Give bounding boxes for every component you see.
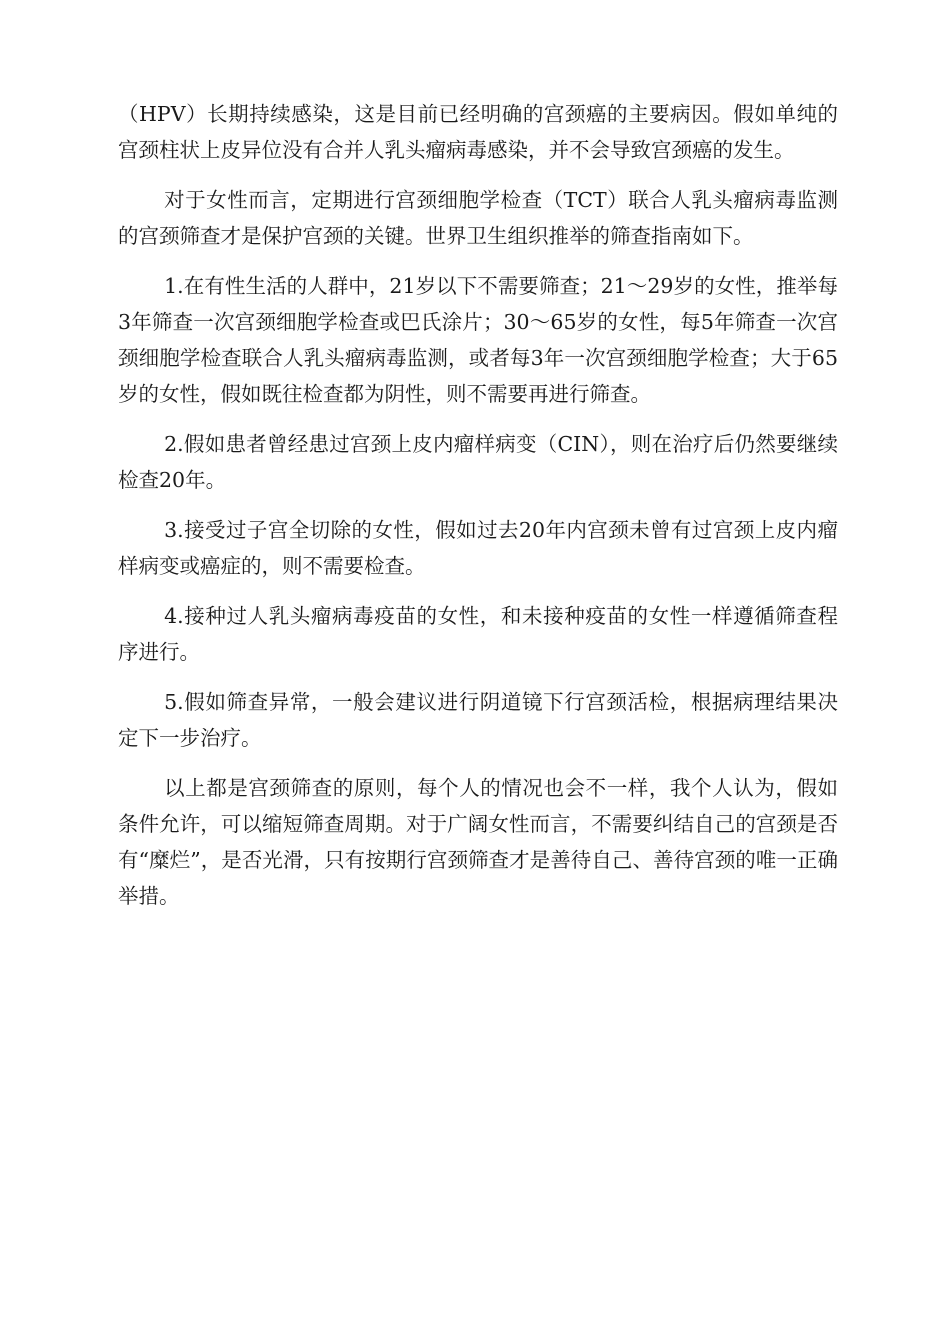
paragraph-hpv-cause: （HPV）长期持续感染，这是目前已经明确的宫颈癌的主要病因。假如单纯的宫颈柱状上皮异位没有合并人乳头瘤病毒感染，并不会导致宫颈癌的发生。	[118, 102, 838, 162]
document-body	[118, 96, 838, 928]
paragraph-guideline-3: 3.接受过子宫全切除的女性，假如过去20年内宫颈未曾有过宫颈上皮内瘤样病变或癌症的，则不需要检查。	[118, 518, 838, 578]
paragraph-guideline-1: 1.在有性生活的人群中，21岁以下不需要筛查；21～29岁的女性，推举每3年筛查一次宫颈细胞学检查或巴氏涂片；30～65岁的女性，每5年筛查一次宫颈细胞学检查联合人乳头瘤病毒监测，或者每3年一次宫颈细胞学检查；大于65岁的女性，假如既往检查都为阴性，则不需要再进行筛查。	[118, 274, 838, 406]
paragraph-screening-intro: 对于女性而言，定期进行宫颈细胞学检查（TCT）联合人乳头瘤病毒监测的宫颈筛查才是保护宫颈的关键。世界卫生组织推举的筛查指南如下。	[118, 188, 838, 248]
paragraph-guideline-5: 5.假如筛查异常，一般会建议进行阴道镜下行宫颈活检，根据病理结果决定下一步治疗。	[118, 690, 838, 750]
paragraph-guideline-2: 2.假如患者曾经患过宫颈上皮内瘤样病变（CIN），则在治疗后仍然要继续检查20年。	[118, 432, 838, 492]
paragraph-conclusion: 以上都是宫颈筛查的原则，每个人的情况也会不一样，我个人认为，假如条件允许，可以缩短筛查周期。对于广阔女性而言，不需要纠结自己的宫颈是否有“糜烂”，是否光滑，只有按期行宫颈筛查才是善待自己、善待宫颈的唯一正确举措。	[118, 776, 838, 908]
paragraph-guideline-4: 4.接种过人乳头瘤病毒疫苗的女性，和未接种疫苗的女性一样遵循筛查程序进行。	[118, 604, 838, 664]
